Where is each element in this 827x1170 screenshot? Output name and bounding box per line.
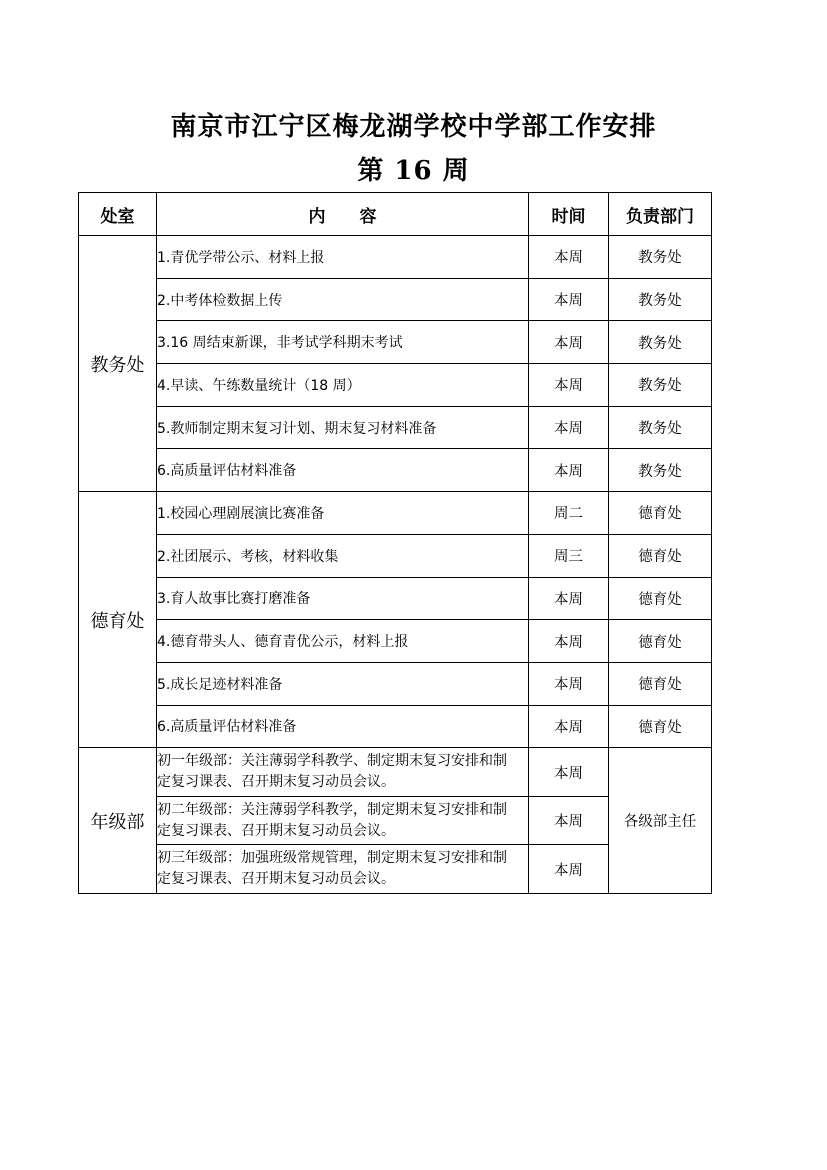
content-cell: 初一年级部：关注薄弱学科教学、制定期末复习安排和制定复习课表、召开期末复习动员会议。 [157,748,529,797]
table-row [79,748,712,797]
table-row [79,449,712,492]
time-cell: 周三 [529,534,609,577]
content-cell: 2.社团展示、考核，材料收集 [157,534,529,577]
header-row [79,193,712,236]
time-cell: 本周 [529,845,609,894]
header-responsible: 负责部门 [609,193,712,236]
time-cell: 本周 [529,321,609,364]
page-title: 南京市江宁区梅龙湖学校中学部工作安排 [170,112,657,142]
responsible-cell: 教务处 [609,321,712,364]
header-content [157,193,529,236]
table-row [79,406,712,449]
content-cell: 6.高质量评估材料准备 [157,449,529,492]
responsible-cell: 教务处 [609,364,712,407]
dept-cell-grade: 年级部 [79,748,157,894]
table-row [79,662,712,705]
responsible-cell: 德育处 [609,662,712,705]
responsible-cell-grade: 各级部主任 [609,748,712,894]
time-cell: 本周 [529,796,609,845]
responsible-cell: 德育处 [609,705,712,748]
content-cell: 初三年级部：加强班级常规管理，制定期末复习安排和制定复习课表、召开期末复习动员会议。 [157,845,529,894]
content-cell: 4.德育带头人、德育青优公示，材料上报 [157,620,529,663]
table-row [79,534,712,577]
table-row [79,492,712,535]
responsible-cell: 教务处 [609,278,712,321]
time-cell: 本周 [529,705,609,748]
content-cell: 3.育人故事比赛打磨准备 [157,577,529,620]
content-cell: 3.16 周结束新课，非考试学科期末考试 [157,321,529,364]
content-cell: 2.中考体检数据上传 [157,278,529,321]
responsible-cell: 德育处 [609,620,712,663]
header-content-left: 内 [308,206,326,227]
content-cell: 初二年级部：关注薄弱学科教学，制定期末复习安排和制定复习课表、召开期末复习动员会议。 [157,796,529,845]
time-cell: 本周 [529,662,609,705]
table-row [79,364,712,407]
responsible-cell: 教务处 [609,449,712,492]
responsible-cell: 教务处 [609,236,712,279]
time-cell: 周二 [529,492,609,535]
time-cell: 本周 [529,236,609,279]
table-row [79,278,712,321]
week-title: 第 16 周 [357,156,470,186]
header-dept: 处室 [79,193,157,236]
dept-cell-academic: 教务处 [79,236,157,492]
time-cell: 本周 [529,278,609,321]
responsible-cell: 德育处 [609,492,712,535]
time-cell: 本周 [529,406,609,449]
table-row [79,577,712,620]
content-cell: 5.成长足迹材料准备 [157,662,529,705]
table-row [79,321,712,364]
content-cell: 5.教师制定期末复习计划、期末复习材料准备 [157,406,529,449]
content-cell: 4.早读、午练数量统计（18 周） [157,364,529,407]
content-cell: 1.青优学带公示、材料上报 [157,236,529,279]
table-row [79,236,712,279]
responsible-cell: 德育处 [609,534,712,577]
schedule-table [78,192,712,894]
time-cell: 本周 [529,449,609,492]
table-row [79,620,712,663]
time-cell: 本周 [529,620,609,663]
time-cell: 本周 [529,577,609,620]
content-cell: 1.校园心理剧展演比赛准备 [157,492,529,535]
dept-cell-moral: 德育处 [79,492,157,748]
time-cell: 本周 [529,364,609,407]
responsible-cell: 教务处 [609,406,712,449]
header-content-right: 容 [359,206,377,227]
responsible-cell: 德育处 [609,577,712,620]
content-cell: 6.高质量评估材料准备 [157,705,529,748]
header-time: 时间 [529,193,609,236]
table-row [79,705,712,748]
time-cell: 本周 [529,748,609,797]
